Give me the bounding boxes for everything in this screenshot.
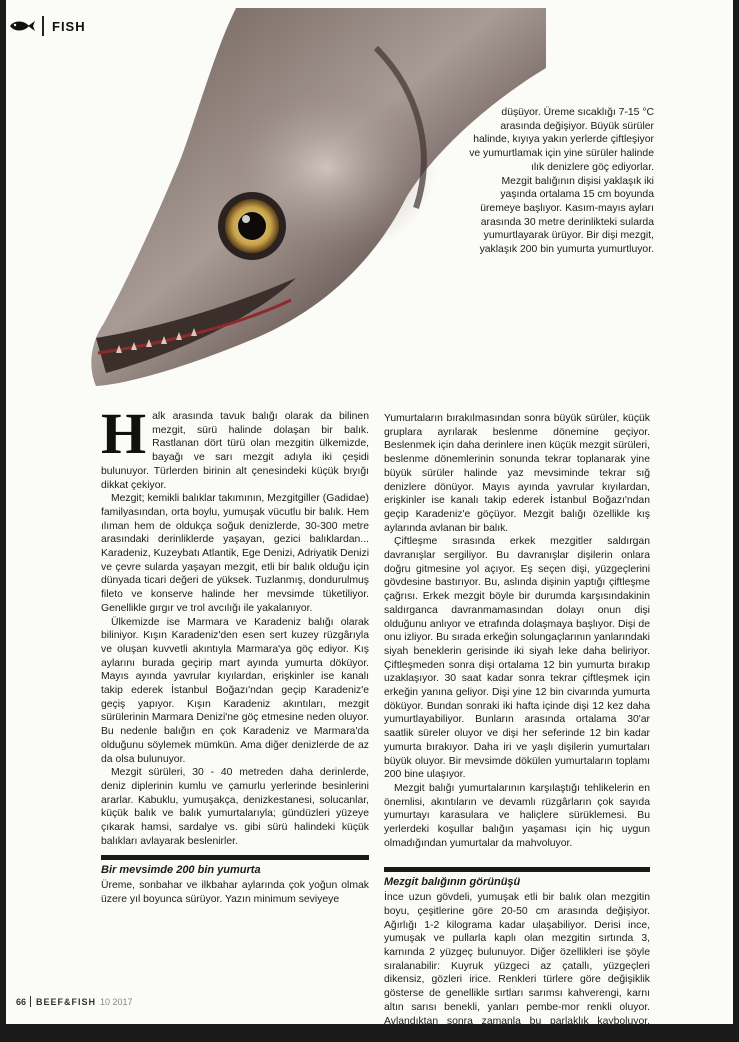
paragraph: Çiftleşme sırasında erkek mezgitler saldırgan davranışlar sergiliyor. Bu davranışlar dişilerin onlara doğru gitmesine yol açıyor. Eş seçen dişi, yüzgeçlerini gövdesine bastırıyor. Bu, aslında dişinin yaptığı çiftleşme çağrısı. Erkek mezgit böyle bir durumda karşısındakinin saldırganca davranmamasından dolayı onun dişi olduğunu anlıyor ve etrafında dolaşmaya başlıyor. Dişi de onu izliyor. Bu sırada erkeğin solungaçlarının yanlarındaki siyah beneklerin gerisinde iki siyah leke daha beliriyor. Çiftleşmeden sonra dişi ortalama 12 bin yumurta bırakıp uzaklaşıyor. 30 saat kadar sonra tekrar çiftleşmek için erkeğin yanına geliyor. Dişi yine 12 bin civarında yumurta döküyor. Bundan sonraki iki hafta içinde dişi 12 kez daha yumurtlayabiliyor. Bunların arasında ortalama 30'ar saatlik süreler oluyor ve dişi her seferinde 12 bin kadar yumurta bırakıyor. Daha iri ve yaşlı dişilerin yumurtaları büyük oluyor. Bir mevsimde dökülen yumurtaların toplamı 200 bine ulaşıyor.: [384, 536, 650, 781]
paragraph: Yumurtaların bırakılmasından sonra büyük sürüler, küçük gruplara ayrılarak beslenme dönemine geçiyor. Beslenmek için daha derinlere inen küçük mezgit sürüleri, beslenme dönemlerinin sonunda tekrar toplanarak yine büyük sürüler halinde yaz mevsiminde tekrar sığ denizlere dönüyor. Mayıs ayında yavrular kıyılardan, erişkinler ise kanalı takip ederek İstanbul Boğazı'ndan geçip Karadeniz'e göçüyor. Mezgit balığı özellikle kış aylarında avlanan bir balık.: [384, 413, 650, 534]
left-column: [101, 401, 369, 907]
top-right-text: [464, 106, 654, 257]
paragraph: Mezgit; kemikli balıklar takımının, Mezgitgiller (Gadidae) familyasından, orta boylu, yumuşak vücutlu bir balık. Hem ılıman hem de oldukça soğuk denizlerde, 30-300 metre arasındaki derinliklerde yaşayan, gezici balıklardan... Karadeniz, Kuzeybatı Atlantik, Ege Denizi, Adriyatik Denizi ve çevre sularda yaşayan mezgit, etli bir balık olduğu için dünyada ticari değeri de yüksek. Tuzlanmış, dondurulmuş fileto ve konserve halinde her mevsimde tüketiliyor. Genellikle gırgır ve trol avcılığı ile yakalanıyor.: [101, 493, 369, 614]
page-number: 66: [16, 996, 27, 1007]
subhead: Bir mevsimde 200 bin yumurta: [101, 855, 369, 878]
header-divider: [42, 16, 44, 36]
issue-date: 10 2017: [100, 996, 133, 1007]
page-footer: [16, 996, 133, 1007]
magazine-brand: BEEF&FISH: [36, 996, 97, 1007]
intro-text: alk arasında tavuk balığı olarak da bilinen mezgit, sürü halinde dolaşan bir balık. Rastlanan dört türü olan mezgitin ülkemizde, bayağı ve sarı mezgit adıyla iki çeşidi bulunuyor. Türlerden birinin alt çenesindeki küçük bıyığı dikkat çekiyor.: [101, 411, 369, 491]
fish-icon: [8, 18, 36, 34]
magazine-page: [6, 0, 733, 1041]
section-header: [6, 14, 86, 38]
section-title: FISH: [52, 18, 86, 34]
paragraph: Ülkemizde ise Marmara ve Karadeniz balığı olarak biliniyor. Kışın Karadeniz'den esen sert kuzey rüzgârıyla ve oluşan kuvvetli akıntıyla Marmara'ya göç ediyor. Kış aylarını burada geçirip mart ayında yumurta döküyor. Mayıs ayında yavrular kıyılardan, erişkinler ise kanalı takip ederek İstanbul Boğazı'ndan geçip Karadeniz'e geçiş yapıyor. Kışın Karadeniz akıntıları, mezgit sürülerinin Marmara Denizi'ne göç etmesine neden oluyor. Bu nedenle balığın en çok Karadeniz ve Marmara'da olduğunu söylemek mümkün. Ama diğer denizlerde de az da olsa bulunuyor.: [101, 616, 369, 765]
footer-divider: [30, 996, 31, 1007]
right-column: [384, 412, 650, 1042]
drop-cap: H: [101, 401, 147, 466]
paragraph: Üreme, sonbahar ve ilkbahar aylarında çok yoğun olmak üzere yıl boyunca sürüyor. Yazın minimum seviyeye: [101, 880, 369, 905]
paragraph: düşüyor. Üreme sıcaklığı 7-15 °C arasında değişiyor. Büyük sürüler halinde, kıyıya yakın yerlerde çiftleşiyor ve yumurtlamak için yine sürüler halinde ılık denizlere göç ediyorlar.: [469, 107, 654, 173]
paragraph: Mezgit sürüleri, 30 - 40 metreden daha derinlerde, deniz diplerinin kumlu ve çamurlu yerlerinde besinlerini ararlar. Kabuklu, yumuşakça, denizkestanesi, solucanlar, küçük balık ve balık yumurtalarıyla; gündüzleri yüzeye çıkarak hamsi, sardalye vs. gibi sürü halindeki küçük balıkları avlayarak beslenirler.: [101, 767, 369, 847]
paragraph: Mezgit balığı yumurtalarının karşılaştığı tehlikelerin en önemlisi, akıntıların ve devamlı rüzgârların çok sayıda yumurtayı karasulara ve haliçlere sürüklemesi. Bu yerlerdeki koşullar balığın yaşaması için hiç uygun olmadığından yumurtalar da mahvoluyor.: [384, 782, 650, 849]
paragraph: Mezgit balığının dişisi yaklaşık iki yaşında ortalama 15 cm boyunda üremeye başlıyor. Kasım-mayıs ayları arasında 30 metre derinlikteki sularda yumurtlayarak ürüyor. Bir dişi mezgit, yaklaşık 200 bin yumurta yumurtluyor.: [479, 175, 654, 256]
subhead: Mezgit balığının görünüşü: [384, 867, 650, 890]
intro-paragraph: [101, 401, 369, 492]
paragraph: İnce uzun gövdeli, yumuşak etli bir balık olan mezgitin boyu, çeşitlerine göre 20-50 cm arasında değişiyor. Ağırlığı 1-2 kilogramа kadar ulaşabiliyor. Derisi ince, yumuşak ve pullarla kaplı olan mezgitin sırtında 3, karnında 2 yüzgeç bulunuyor. Diğer özellikleri ise şöyle sıralanabilir: Kuyruk yüzgeci az çatallı, yüzgeçleri dikensiz, gözleri irice. Renkleri türlere göre değişiklik gösterse de genellikle sırtları sarımsı kahverengi, karnı altın sarısı benekli, yanları pembe-mor renkli oluyor. Avlandıktan sonra zamanla bu parlaklık kayboluyor. Göğüs yüzgeçlerinin dibinde bulunan bi-: [384, 892, 650, 1041]
